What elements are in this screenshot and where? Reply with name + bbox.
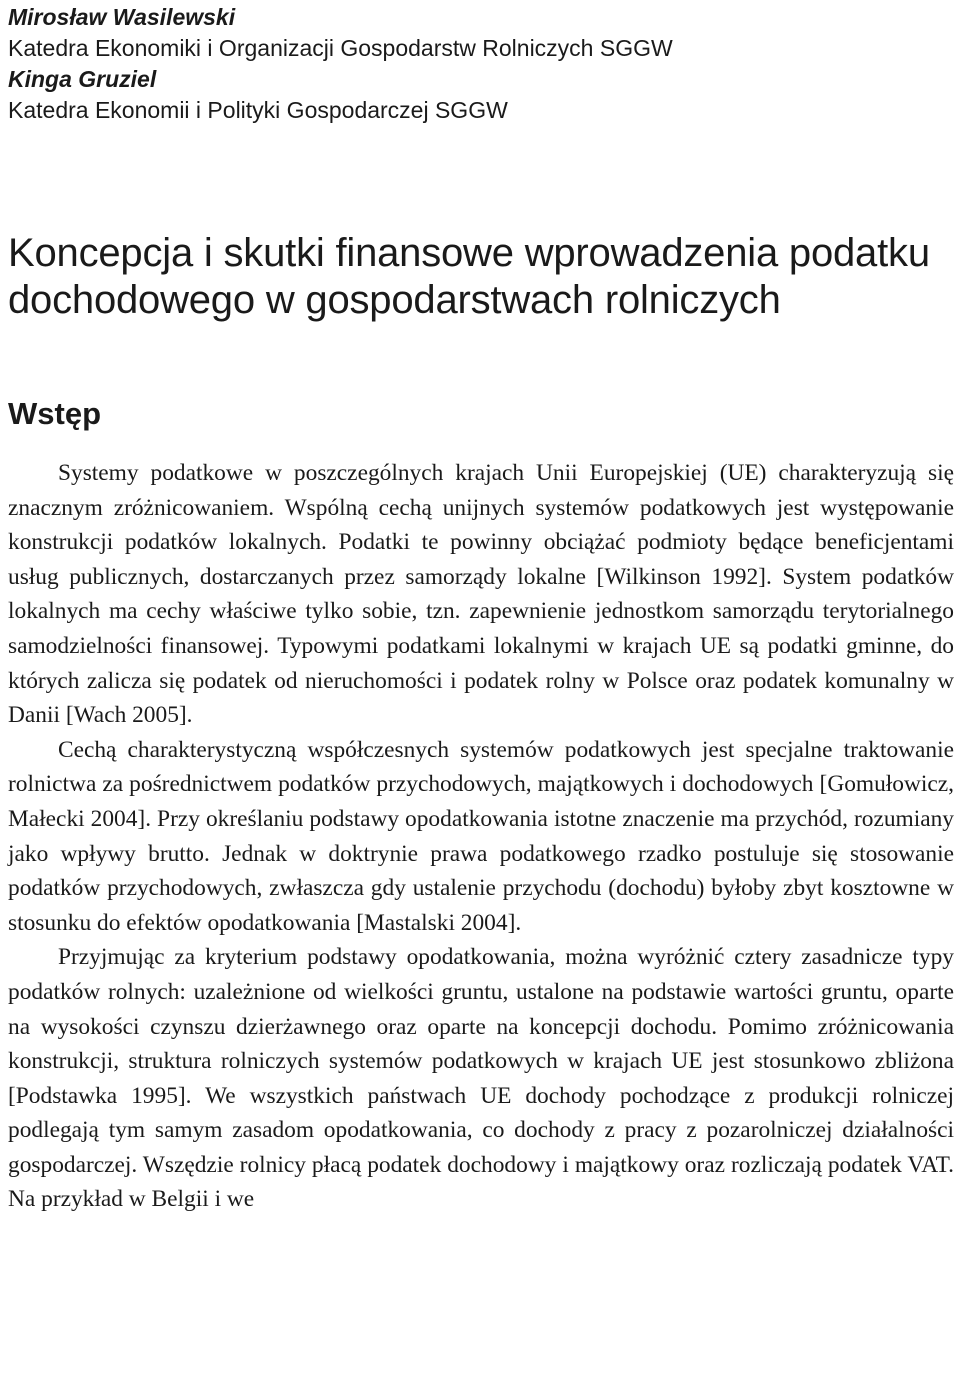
section-body [8,456,954,1217]
author-affiliation: Katedra Ekonomii i Polityki Gospodarczej SGGW [8,97,508,123]
article-title: Koncepcja i skutki finansowe wprowadzenia podatku dochodowego w gospodarstwach rolniczych [8,231,930,322]
author-block [8,0,954,126]
body-paragraph: Systemy podatkowe w poszczególnych krajach Unii Europejskiej (UE) charakteryzują się znacznym zróżnicowaniem. Wspólną cechą unijnych systemów podatkowych jest występowanie konstrukcji podatków lokalnych. Podatki te powinny obciążać podmioty będące beneficjentami usług publicznych, dostarczanych przez samorządy lokalne [Wilkinson 1992]. System podatków lokalnych ma cechy właściwe tylko sobie, tzn. zapewnienie jednostkom samorządu terytorialnego samodzielności finansowej. Typowymi podatkami lokalnymi w krajach UE są podatki gminne, do których zalicza się podatek od nieruchomości i podatek rolny w Polsce oraz podatek komunalny w Danii [Wach 2005]. [8,460,954,729]
body-paragraph: Cechą charakterystyczną współczesnych systemów podatkowych jest specjalne traktowanie rolnictwa za pośrednictwem podatków przychodowych, majątkowych i dochodowych [Gomułowicz, Małecki 2004]. Przy określaniu podstawy opodatkowania istotne znaczenie ma przychód, rozumiany jako wpływy brutto. Jednak w doktrynie prawa podatkowego rzadko postuluje się stosowanie podatków przychodowych, zwłaszcza gdy ustalenie przychodu (dochodu) byłoby zbyt kosztowne w stosunku do efektów opodatkowania [Mastalski 2004]. [8,736,954,936]
author-affiliation: Katedra Ekonomiki i Organizacji Gospodarstw Rolniczych SGGW [8,35,673,61]
body-paragraph: Przyjmując za kryterium podstawy opodatkowania, można wyróżnić cztery zasadnicze typy podatków rolnych: uzależnione od wielkości gruntu, ustalone na podstawie wartości gruntu, oparte na wysokości czynszu dzierżawnego oraz oparte na koncepcji dochodu. Pomimo zróżnicowania konstrukcji, struktura rolniczych systemów podatkowych w krajach UE jest stosunkowo zbliżona [Podstawka 1995]. We wszystkich państwach UE dochody pochodzące z produkcji rolniczej podlegają tym samym zasadom opodatkowania, co dochody z pracy z pozarolniczej działalności gospodarczej. Wszędzie rolnicy płacą podatek dochodowy i majątkowy oraz rozliczają podatek VAT. Na przykład w Belgii i we [8,944,954,1213]
section-heading: Wstęp [8,396,101,431]
author-name: Kinga Gruziel [8,66,157,92]
author-name: Mirosław Wasilewski [8,4,236,30]
